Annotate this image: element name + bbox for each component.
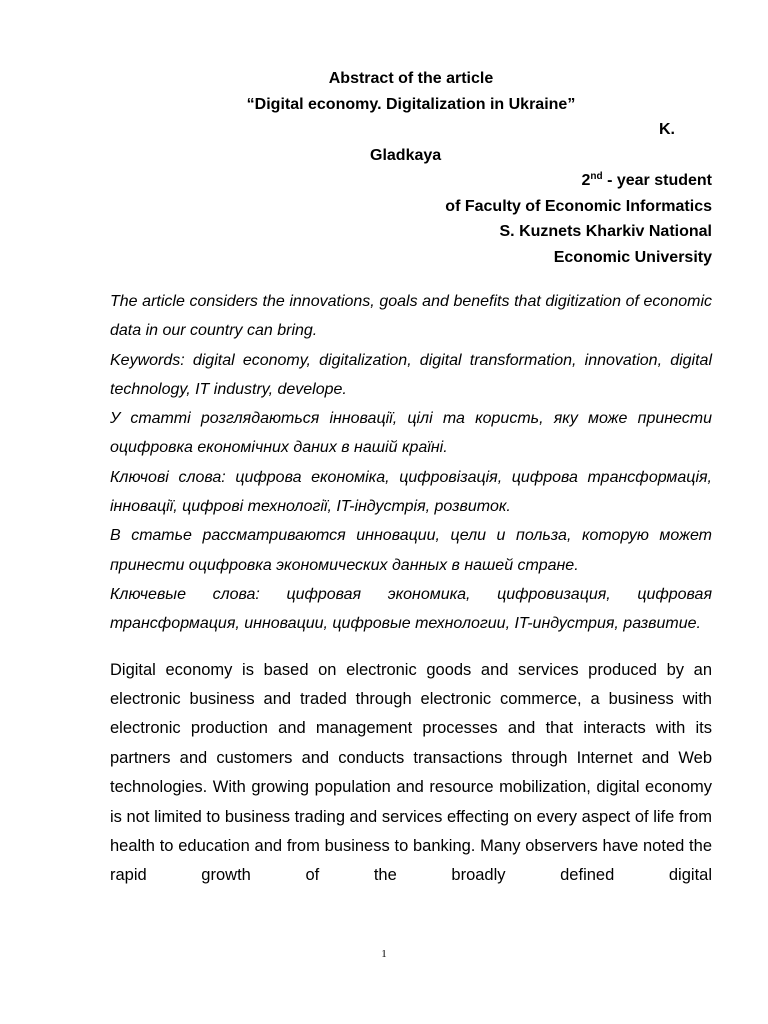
abstract-uk-keywords: Ключові слова: цифрова економіка, цифровізація, цифрова трансформація, інновації, цифрові технології, IT-індустрія, розвиток.	[110, 468, 712, 516]
year-suffix: nd	[590, 171, 603, 182]
abstract-ru-text: В статье рассматриваются инновации, цели и польза, которую может принести оцифровка экономических данных в нашей стране.	[110, 527, 712, 574]
year-rest: - year student	[602, 172, 712, 189]
author-faculty: of Faculty of Economic Informatics	[445, 197, 712, 215]
author-university-line2: Economic University	[553, 248, 712, 266]
body-paragraph: Digital economy is based on electronic goods and services produced by an electronic business and traded through electronic commerce, a business with electronic production and management processes and that interacts with its partners and customers and conducts transactions through Internet and Web technologies. With growing population and resource mobilization, digital economy is not limited to business trading and services effecting on every aspect of life from health to education and from business to banking. Many observers have noted the rapid growth of the broadly defined digital	[110, 660, 712, 885]
year-number: 2	[581, 172, 591, 189]
article-subtitle: “Digital economy. Digitalization in Ukraine”	[246, 95, 576, 113]
page-number: 1	[381, 948, 387, 960]
author-university-line1: S. Kuznets Kharkiv National	[499, 223, 712, 240]
body-section	[110, 656, 712, 891]
abstract-uk-text: У статті розглядаються інновації, цілі та користь, яку може принести оцифровка економічних даних в нашій країні.	[110, 410, 712, 457]
abstract-en-text: The article considers the innovations, goals and benefits that digitization of economic data in our country can bring.	[110, 293, 712, 340]
author-initial: K.	[659, 121, 675, 138]
author-year	[110, 168, 712, 194]
abstract-ru-keywords: Ключевые слова: цифровая экономика, цифровизация, цифровая трансформация, инновации, цифровые технологии, IT-индустрия, развитие.	[110, 585, 712, 633]
abstract-en-keywords: Keywords: digital economy, digitalization, digital transformation, innovation, digital technology, IT industry, develope.	[110, 351, 712, 398]
page-content	[110, 66, 712, 891]
author-surname: Gladkaya	[370, 146, 442, 164]
abstract-section	[110, 287, 712, 639]
article-title: Abstract of the article	[328, 70, 494, 87]
